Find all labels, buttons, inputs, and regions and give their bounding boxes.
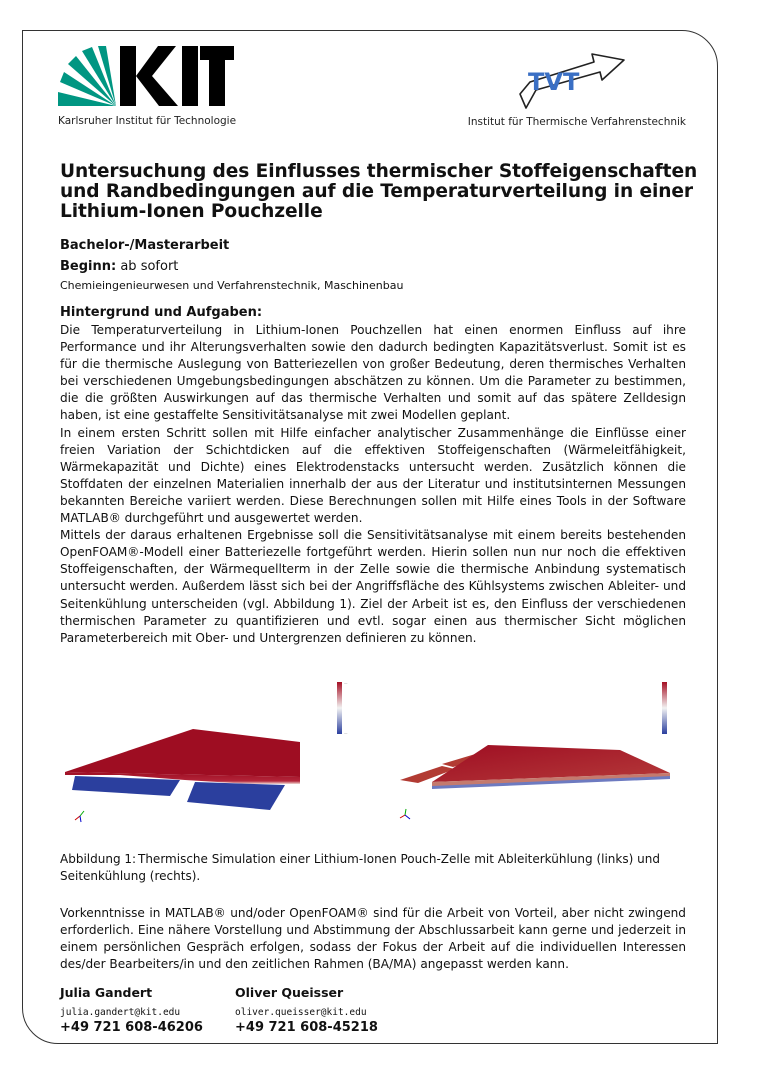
contact-email[interactable]: oliver.queisser@kit.edu bbox=[235, 1007, 367, 1018]
body-text bbox=[60, 322, 686, 647]
contact-1 bbox=[60, 985, 203, 1035]
page-title: Untersuchung des Einflusses thermischer Stoffeigenschaften und Randbedingungen auf die Temperaturverteilung in einer Lithium-Ionen Pouchzelle bbox=[60, 161, 698, 222]
svg-text:—: — bbox=[344, 731, 348, 735]
tvt-caption: Institut für Thermische Verfahrenstechnik bbox=[467, 116, 686, 128]
section-heading: Hintergrund und Aufgaben: bbox=[60, 305, 263, 320]
prerequisites-text: Vorkenntnisse in MATLAB® und/oder OpenFOAM® sind für die Arbeit von Vorteil, aber nicht zwingend erforderlich. Eine nähere Vorstellung und Abstimmung der Abschlussarbeit kann gerne und jederzeit in einem persönlichen Gespräch erfolgen, sodass der Fokus der Arbeit auf die individuellen Interessen des/der Bearbeiters/in und den zeitlichen Rahmen (BA/MA) angepasst werden kann. bbox=[60, 906, 686, 972]
figure-caption-text: Thermische Simulation einer Lithium-Ionen Pouch-Zelle mit Ableiterkühlung (links) und Seitenkühlung (rechts). bbox=[60, 852, 660, 883]
departments: Chemieingenieurwesen und Verfahrenstechnik, Maschinenbau bbox=[60, 279, 404, 292]
paragraph: In einem ersten Schritt sollen mit Hilfe einfacher analytischer Zusammenhänge die Einflüsse einer freien Variation der Schichtdicken auf die effektiven Stoffeigenschaften (Wärmeleitfähigkeit, Wärmekapazität und Dichte) eines Elektrodenstacks untersucht werden. Zusätzlich können die Stoffdaten der einzelnen Materialien innerhalb der aus der Literatur und institutsinternen Messungen bekannten Bereiche variiert werden. Diese Berechnungen sollen mit Hilfe eines Tools in der Software MATLAB® durchgeführt und ausgewertet werden. bbox=[60, 425, 686, 526]
tvt-logo bbox=[516, 50, 628, 110]
contact-name: Julia Gandert bbox=[60, 985, 153, 1000]
begin-label: Beginn: bbox=[60, 259, 117, 274]
kit-logo bbox=[58, 46, 234, 110]
contact-phone: +49 721 608-45218 bbox=[235, 1020, 378, 1035]
contact-phone: +49 721 608-46206 bbox=[60, 1020, 203, 1035]
simulation-image-tab-cooling bbox=[60, 672, 370, 842]
paragraph: Mittels der daraus erhaltenen Ergebnisse soll die Sensitivitätsanalyse mit einem bereits bestehenden OpenFOAM®-Modell einer Batteriezelle fortgeführt werden. Hierin sollen nun nur noch die effektiven Stoffeigenschaften, der Wärmequellterm in der Zelle sowie die thermische Anbindung systematisch untersucht werden. Außerdem lässt sich bei der Angriffsfläche des Kühlsystems zwischen Ableiter- und Seitenkühlung unterscheiden (vgl. Abbildung 1). Ziel der Arbeit ist es, den Einfluss der verschiedenen thermischen Parameter zu quantifizieren und evtl. sogar einen aus thermischer Sicht möglichen Parameterbereich mit Ober- und Untergrenzen definieren zu können. bbox=[60, 528, 686, 645]
kit-caption: Karlsruher Institut für Technologie bbox=[58, 115, 237, 127]
figure-caption bbox=[60, 851, 686, 885]
simulation-image-side-cooling bbox=[390, 672, 700, 842]
thesis-type: Bachelor-/Masterarbeit bbox=[60, 238, 230, 253]
contact-name: Oliver Queisser bbox=[235, 985, 344, 1000]
contact-email[interactable]: julia.gandert@kit.edu bbox=[60, 1007, 181, 1018]
begin-line bbox=[60, 259, 178, 274]
figure-caption-label: Abbildung 1: bbox=[60, 852, 137, 866]
paragraph: Die Temperaturverteilung in Lithium-Ionen Pouchzellen hat einen enormen Einfluss auf ihre Performance und ihr Alterungsverhalten sowie den dadurch bedingten Kapazitätsverlust. Somit ist es für die thermische Auslegung von Batteriezellen von großer Bedeutung, deren thermisches Verhalten bei verschiedenen Umgebungsbedingungen abschätzen zu können. Um die Parameter zu bestimmen, die die größten Auswirkungen auf das thermische Verhalten und somit auf das spätere Zelldesign haben, ist eine gestaffelte Sensitivitätsanalyse mit zwei Modellen geplant. bbox=[60, 323, 686, 423]
svg-text:—: — bbox=[344, 681, 348, 685]
contact-2 bbox=[235, 985, 378, 1035]
tvt-logo-text: TVT bbox=[528, 68, 580, 96]
begin-value: ab sofort bbox=[120, 259, 179, 274]
